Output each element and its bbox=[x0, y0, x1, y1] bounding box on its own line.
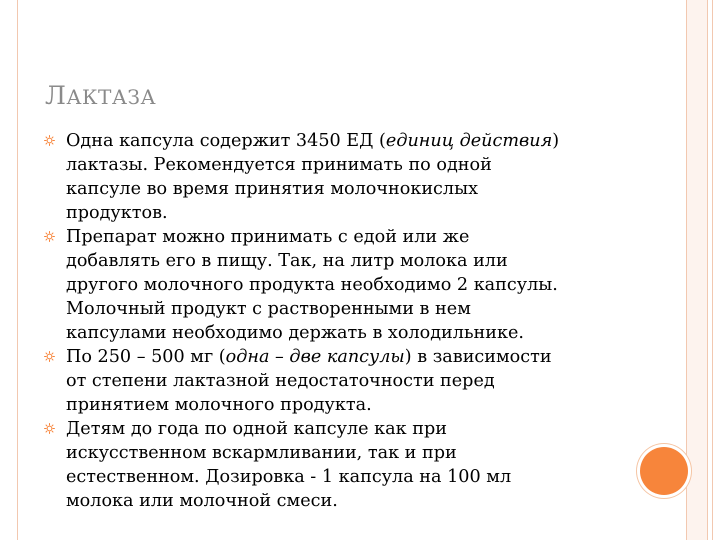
orange-circle-decoration bbox=[640, 447, 688, 495]
bullet-line: естественном. Дозировка - 1 капсула на 100 мл bbox=[66, 467, 512, 487]
bullet-item bbox=[44, 129, 644, 225]
bullet-line: другого молочного продукта необходимо 2 капсулы. bbox=[66, 275, 558, 295]
slide-title bbox=[45, 81, 156, 110]
text-span: Одна капсула содержит 3450 ЕД ( bbox=[66, 131, 386, 151]
bullet-line: искусственном вскармливании, так и при bbox=[66, 443, 457, 463]
sun-bullet-icon bbox=[44, 351, 55, 362]
slide-title-initial: Л bbox=[45, 81, 67, 110]
bullet-line bbox=[66, 345, 644, 369]
bullet-line: Детям до года по одной капсуле как при bbox=[66, 419, 447, 439]
bullet-line: Молочный продукт с растворенными в нем bbox=[66, 299, 471, 319]
slide-title-rest: АКТАЗА bbox=[66, 85, 157, 109]
bullet-line: добавлять его в пищу. Так, на литр молока или bbox=[66, 251, 508, 271]
slide-frame-right-line bbox=[712, 0, 713, 540]
sun-bullet-icon bbox=[44, 423, 55, 434]
slide-frame-right-panel bbox=[686, 0, 708, 540]
bullet-line: от степени лактазной недостаточности перед bbox=[66, 371, 495, 391]
text-span: ) в зависимости bbox=[404, 347, 552, 367]
bullet-line bbox=[66, 129, 644, 153]
bullet-line: капсулами необходимо держать в холодильнике. bbox=[66, 323, 524, 343]
slide-frame-left-line bbox=[17, 0, 18, 540]
bullet-line: продуктов. bbox=[66, 203, 168, 223]
text-span: ) bbox=[552, 131, 560, 151]
bullet-line: капсуле во время принятия молочнокислых bbox=[66, 179, 479, 199]
sun-bullet-icon bbox=[44, 135, 55, 146]
bullet-item bbox=[44, 417, 644, 513]
italic-text: одна – две капсулы bbox=[225, 347, 405, 367]
sun-bullet-icon bbox=[44, 231, 55, 242]
bullet-line: лактазы. Рекомендуется принимать по одной bbox=[66, 155, 492, 175]
text-span: По 250 – 500 мг ( bbox=[66, 347, 226, 367]
bullet-line: молока или молочной смеси. bbox=[66, 491, 338, 511]
bullet-line: Препарат можно принимать с едой или же bbox=[66, 227, 470, 247]
italic-text: единиц действия bbox=[385, 131, 553, 151]
bullet-item bbox=[44, 345, 644, 417]
bullet-line: принятием молочного продукта. bbox=[66, 395, 372, 415]
bullet-item bbox=[44, 225, 644, 345]
bullet-list bbox=[44, 129, 644, 513]
